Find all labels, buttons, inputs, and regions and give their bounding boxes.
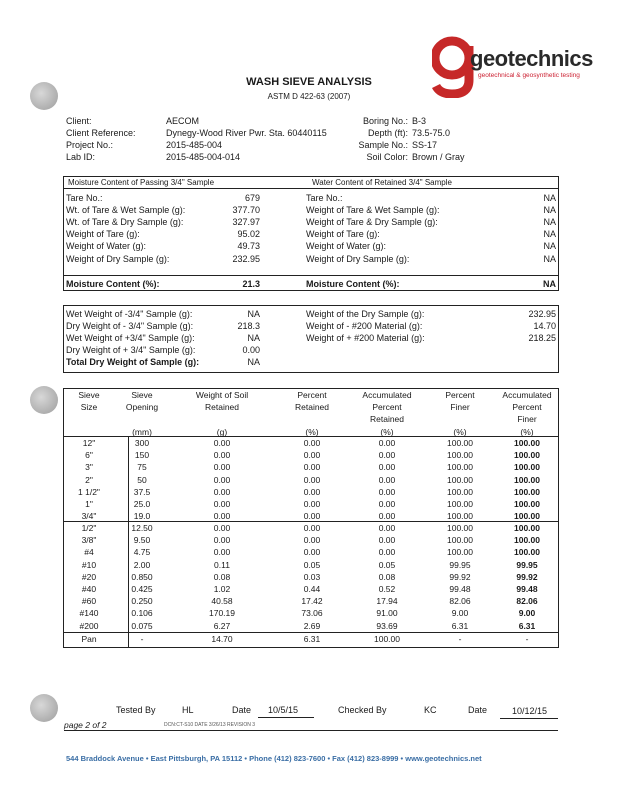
sieve-cell: 170.19 [209,608,235,619]
sieve-row [64,607,558,619]
moisture-left-value: 377.70 [232,205,260,216]
sieve-cell: 1/2" [81,523,97,533]
sieve-row [64,413,558,425]
weight-right-value: 14.70 [533,321,556,331]
sieve-cell: (%) [453,426,467,437]
sieve-cell: 0.00 [213,438,231,448]
sieve-cell: 12.50 [131,523,153,533]
sieve-row [64,486,558,498]
sieve-cell: 14.70 [211,634,233,644]
sample-no-label: Sample No.: [358,140,408,150]
weight-left-label: Total Dry Weight of Sample (g): [66,357,200,367]
sieve-cell: 25.0 [133,499,151,510]
sieve-cell: 100.00 [514,547,540,558]
sieve-cell: Sieve [78,390,100,400]
moisture-right-total-label: Moisture Content (%): [306,279,400,289]
sieve-cell: 0.00 [378,511,396,522]
moisture-right-value: NA [543,217,556,228]
sieve-cell: 0.00 [378,450,396,461]
sieve-cell: 0.05 [303,559,321,570]
sieve-cell: 0.44 [303,584,321,595]
sieve-cell [424,413,496,425]
sieve-cell: 0.00 [378,547,396,558]
sieve-pan-row [64,633,558,645]
sieve-cell: 9.00 [451,608,469,619]
weight-right-label: Weight of the Dry Sample (g): [306,309,425,319]
sieve-cell: Percent [372,402,402,413]
tested-by-value: HL [182,705,194,715]
sieve-table-coarse [64,437,558,522]
lab-id-value: 2015-485-004-014 [166,152,241,162]
project-no-label: Project No.: [66,140,114,150]
moisture-header-divider [63,188,559,189]
sieve-cell: (%) [380,426,394,437]
sieve-cell: 100.00 [514,462,540,473]
logo-subtitle: geotechnical & geosynthetic testing [478,72,580,79]
page-number: page 2 of 2 [64,720,107,730]
sieve-cell: 40.58 [211,596,233,607]
sieve-cell: 1.02 [213,584,231,595]
sieve-cell: 19.0 [133,511,151,522]
weight-right-label: Weight of - #200 Material (g): [306,321,423,331]
sieve-cell [64,426,114,438]
sieve-cell: 6.27 [213,620,231,631]
weight-right-value: 232.95 [528,309,556,319]
sieve-cell: 99.92 [516,571,538,582]
sieve-cell: 2.69 [303,620,321,631]
moisture-right-label: Weight of Tare (g): [306,229,380,240]
sieve-cell: 0.00 [213,535,231,546]
sieve-cell: 0.00 [378,462,396,473]
sieve-row [64,474,558,486]
sieve-cell: 0.00 [378,438,396,448]
moisture-left-label: Weight of Dry Sample (g): [66,253,170,264]
sieve-cell: 0.00 [303,547,321,558]
sieve-cell: 100.00 [447,499,473,510]
sieve-cell: 37.5 [133,486,151,497]
moisture-left-value: 679 [244,193,260,203]
moisture-left-total-label: Moisture Content (%): [66,279,160,289]
sieve-cell: Finer [517,414,537,425]
sieve-cell: 82.06 [449,596,471,607]
sieve-row [64,426,558,438]
sieve-cell: 100.00 [514,535,540,546]
moisture-right-label: Weight of Tare & Dry Sample (g): [306,217,438,228]
weight-left-value: NA [247,357,260,367]
sieve-cell: #4 [84,547,94,558]
sieve-cell: 100.00 [374,634,400,644]
checked-by-label: Checked By [338,705,387,715]
moisture-right-label: Weight of Water (g): [306,241,387,252]
sieve-table-header [64,389,558,438]
sieve-row [64,510,558,522]
sieve-cell: (%) [520,426,534,437]
tested-date-label: Date [232,705,252,715]
moisture-left-value: 232.95 [232,253,260,264]
moisture-right-value: NA [543,205,556,216]
sieve-cell [170,413,274,425]
sieve-cell: 300 [134,438,150,448]
checked-date-value: 10/12/15 [512,706,548,716]
sieve-cell: 0.00 [213,486,231,497]
sieve-row [64,583,558,595]
footer-address: 544 Braddock Avenue • East Pittsburgh, PA 15112 • Phone (412) 823-7600 • Fax (412) 823-8999 • www.geotechnics.net [66,754,482,763]
sieve-cell: 0.00 [213,474,231,485]
sieve-cell: - [525,634,529,644]
sieve-row [64,620,558,632]
sieve-row [64,571,558,583]
sieve-cell: Size [80,402,98,413]
sieve-row [64,498,558,510]
boring-no-value: B-3 [412,116,427,126]
weight-right-label: Weight of + #200 Material (g): [306,333,425,343]
sieve-cell: 9.00 [518,608,536,619]
sieve-cell: Percent [512,402,542,413]
weight-left-value: NA [247,309,260,319]
moisture-left-label: Wt. of Tare & Wet Sample (g): [66,205,186,216]
sieve-cell: Retained [369,414,405,425]
sieve-cell: Percent [445,390,475,400]
sieve-cell: 1 1/2" [78,486,100,497]
moisture-left-value: 49.73 [237,241,260,252]
sieve-cell: 1" [85,499,93,510]
moisture-left-label: Tare No.: [66,193,103,203]
sieve-cell: Opening [125,402,159,413]
sieve-cell: 0.425 [131,584,153,595]
sieve-cell: 0.05 [378,559,396,570]
sieve-cell [64,413,114,425]
sieve-cell: 100.00 [447,523,473,533]
sieve-cell: 50 [137,474,147,485]
page-title: WASH SIEVE ANALYSIS [246,76,372,88]
sieve-cell: 91.00 [376,608,398,619]
sieve-cell: 0.03 [303,571,321,582]
sieve-cell: 100.00 [447,450,473,461]
sieve-cell: 82.06 [516,596,538,607]
document-code: DCN:CT-S10 DATE 3/26/13 REVISION 3 [164,722,256,728]
sieve-cell: 0.00 [213,450,231,461]
sieve-cell: 12" [82,438,96,448]
sieve-cell: 0.00 [303,462,321,473]
sieve-cell: 0.850 [131,571,153,582]
sieve-cell: 17.94 [376,596,398,607]
sieve-cell: 0.00 [378,535,396,546]
sieve-cell: 6.31 [518,620,536,631]
moisture-left-header: Moisture Content of Passing 3/4" Sample [68,178,215,187]
sieve-cell: - [140,634,144,644]
sieve-cell: 93.69 [376,620,398,631]
client-reference-label: Client Reference: [66,128,136,138]
sieve-cell: 99.92 [449,571,471,582]
weight-left-value: 218.3 [237,321,260,331]
sieve-cell: 0.00 [303,486,321,497]
sieve-cell: 100.00 [514,523,540,533]
sieve-cell: 17.42 [301,596,323,607]
sieve-row [64,461,558,473]
sieve-cell: #40 [81,584,97,595]
checked-by-value: KC [424,705,437,715]
moisture-left-label: Wt. of Tare & Dry Sample (g): [66,217,184,228]
client-label: Client: [66,116,92,126]
moisture-right-label: Weight of Tare & Wet Sample (g): [306,205,440,216]
sieve-cell: 75 [137,462,147,473]
moisture-left-label: Weight of Tare (g): [66,229,140,240]
sieve-cell: 100.00 [514,486,540,497]
moisture-left-total-value: 21.3 [242,279,260,289]
sieve-cell: 0.00 [303,511,321,522]
sieve-cell: 100.00 [447,547,473,558]
tested-date-value: 10/5/15 [268,705,299,715]
sieve-cell: (mm) [132,426,152,437]
sieve-row [64,437,558,449]
sieve-cell: 100.00 [447,438,473,448]
sieve-cell: 6" [85,450,93,461]
sieve-cell: Percent [297,390,327,400]
sieve-cell: 0.00 [378,499,396,510]
sieve-row [64,401,558,413]
moisture-right-header: Water Content of Retained 3/4" Sample [312,178,452,187]
soil-color-value: Brown / Gray [412,152,465,162]
sample-no-value: SS-17 [412,140,438,150]
binder-hole [30,386,58,414]
footer-rule [64,730,558,731]
moisture-right-label: Tare No.: [306,193,343,203]
sieve-cell: 0.00 [303,499,321,510]
sieve-cell: 73.06 [301,608,323,619]
sieve-cell [114,413,170,425]
sieve-cell: #20 [81,571,97,582]
moisture-right-label: Weight of Dry Sample (g): [306,253,410,264]
client-value: AECOM [166,116,200,126]
sieve-row [64,522,558,534]
moisture-left-value: 327.97 [232,217,260,228]
sieve-cell: Accumulated [362,390,412,400]
sieve-cell: #140 [79,608,99,619]
depth-label: Depth (ft): [367,128,408,138]
sieve-cell: - [458,634,462,644]
sieve-cell: 100.00 [514,511,540,522]
sieve-cell: 100.00 [514,499,540,510]
sieve-cell: 0.00 [303,523,321,533]
sieve-table-fine [64,522,558,632]
moisture-right-value: NA [543,229,556,240]
sieve-cell: 100.00 [514,474,540,485]
sieve-cell: 3" [85,462,93,473]
sieve-cell: 0.00 [378,523,396,533]
sieve-cell: 0.08 [378,571,396,582]
sieve-cell: 100.00 [447,462,473,473]
project-no-value: 2015-485-004 [166,140,223,150]
sieve-cell: 0.00 [303,535,321,546]
sieve-row [64,559,558,571]
sieve-cell: 100.00 [447,486,473,497]
sieve-cell: 0.00 [213,547,231,558]
sieve-cell: Weight of Soil [195,390,249,400]
sieve-cell: 100.00 [514,450,540,461]
weight-left-label: Dry Weight of - 3/4" Sample (g): [66,321,194,331]
sieve-cell: 99.48 [516,584,538,595]
lab-id-label: Lab ID: [66,152,96,162]
moisture-total-divider [63,275,559,276]
sieve-cell: #60 [81,596,97,607]
sieve-cell: 100.00 [447,535,473,546]
sieve-cell: 0.00 [213,511,231,522]
sieve-cell: Retained [204,402,240,413]
sieve-cell: 0.00 [303,474,321,485]
tested-by-label: Tested By [116,705,156,715]
sieve-cell: 0.00 [378,486,396,497]
sieve-cell: 100.00 [447,511,473,522]
sieve-cell: 9.50 [133,535,151,546]
binder-hole [30,694,58,722]
sieve-cell: #10 [81,559,97,570]
sieve-cell: 0.52 [378,584,396,595]
weight-left-label: Dry Weight of + 3/4" Sample (g): [66,345,196,355]
depth-value: 73.5-75.0 [412,128,451,138]
sieve-cell: Sieve [131,390,153,400]
moisture-right-total-value: NA [543,279,556,289]
sieve-cell [274,413,350,425]
sieve-cell: Retained [294,402,330,413]
checked-date-underline [500,718,558,719]
moisture-right-value: NA [543,241,556,252]
sieve-row [64,389,558,401]
sieve-cell: 6.31 [303,634,321,644]
sieve-cell: 2" [85,474,93,485]
tested-date-underline [258,717,314,718]
sieve-cell: 0.00 [213,462,231,473]
sieve-cell: 0.11 [214,559,230,570]
sieve-cell: 99.95 [516,559,538,570]
sieve-cell: Pan [81,634,97,644]
sieve-table-pan [64,633,558,645]
sieve-cell: 3/4" [81,511,97,522]
logo-text: geotechnics [470,46,593,71]
page-subtitle: ASTM D 422-63 (2007) [267,92,351,101]
checked-date-label: Date [468,705,488,715]
sieve-cell: 0.08 [213,571,231,582]
weight-left-value: NA [247,333,260,343]
moisture-left-value: 95.02 [237,229,260,240]
sieve-cell: 0.250 [131,596,153,607]
weight-left-label: Wet Weight of +3/4" Sample (g): [66,333,195,343]
sieve-cell: 0.00 [213,523,231,533]
sieve-cell: #200 [79,620,99,631]
sieve-cell: 6.31 [451,620,469,631]
sieve-cell: 100.00 [447,474,473,485]
sieve-cell: 150 [134,450,150,461]
sieve-cell: (g) [216,426,228,437]
sieve-cell: 100.00 [514,438,540,448]
sieve-cell: 99.95 [449,559,471,570]
sieve-cell: 0.106 [131,608,153,619]
client-reference-value: Dynegy-Wood River Pwr. Sta. 60440115 [166,128,327,138]
sieve-row [64,449,558,461]
sieve-cell: Finer [450,402,470,413]
sieve-cell: 4.75 [133,547,151,558]
soil-color-label: Soil Color: [366,152,408,162]
sieve-cell: 99.48 [449,584,471,595]
boring-no-label: Boring No.: [362,116,408,126]
sieve-cell: 0.00 [303,438,321,448]
sieve-cell: 0.00 [303,450,321,461]
moisture-right-value: NA [543,193,556,203]
sieve-cell: 3/8" [81,535,97,546]
sieve-row [64,546,558,558]
sieve-cell: Accumulated [502,390,552,400]
weight-left-value: 0.00 [242,345,260,355]
sieve-row [64,534,558,546]
moisture-right-value: NA [543,253,556,264]
sieve-cell: 0.00 [213,499,231,510]
sieve-cell: 0.075 [131,620,153,631]
sieve-cell: 0.00 [378,474,396,485]
weight-left-label: Wet Weight of -3/4" Sample (g): [66,309,193,319]
sieve-cell: (%) [305,426,319,437]
moisture-left-label: Weight of Water (g): [66,241,147,252]
sieve-row [64,595,558,607]
weight-right-value: 218.25 [528,333,556,343]
sieve-cell: 2.00 [133,559,151,570]
